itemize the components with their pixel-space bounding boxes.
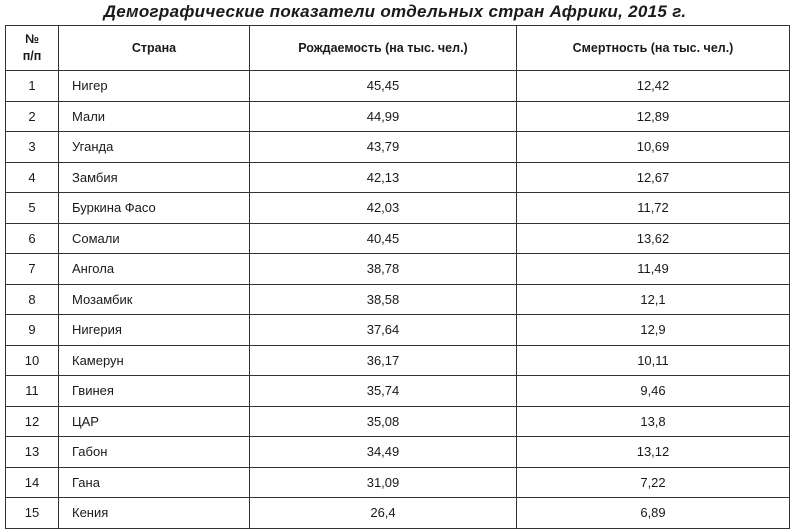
death-rate-cell: 12,1 [517,284,790,315]
header-birth-rate: Рождаемость (на тыс. чел.) [250,26,517,71]
header-number-symbol: № [25,32,39,46]
country-cell: Сомали [59,223,250,254]
birth-rate-cell: 26,4 [250,498,517,529]
table-body [6,71,790,529]
row-number-cell: 9 [6,315,59,346]
table-row [6,376,790,407]
death-rate-cell: 12,67 [517,162,790,193]
death-rate-cell: 10,69 [517,132,790,163]
demographics-table [5,25,790,529]
row-number-cell: 1 [6,71,59,102]
table-row [6,193,790,224]
country-cell: Уганда [59,132,250,163]
table-row [6,467,790,498]
country-cell: Мозамбик [59,284,250,315]
birth-rate-cell: 42,03 [250,193,517,224]
death-rate-cell: 11,49 [517,254,790,285]
table-row [6,284,790,315]
row-number-cell: 3 [6,132,59,163]
death-rate-cell: 11,72 [517,193,790,224]
country-cell: Камерун [59,345,250,376]
death-rate-cell: 10,11 [517,345,790,376]
death-rate-cell: 12,42 [517,71,790,102]
death-rate-cell: 13,62 [517,223,790,254]
header-number-abbrev: п/п [22,49,42,63]
birth-rate-cell: 44,99 [250,101,517,132]
table-row [6,254,790,285]
birth-rate-cell: 43,79 [250,132,517,163]
table-row [6,345,790,376]
birth-rate-cell: 40,45 [250,223,517,254]
row-number-cell: 7 [6,254,59,285]
row-number-cell: 12 [6,406,59,437]
birth-rate-cell: 35,74 [250,376,517,407]
birth-rate-cell: 34,49 [250,437,517,468]
header-country: Страна [59,26,250,71]
country-cell: Габон [59,437,250,468]
row-number-cell: 14 [6,467,59,498]
birth-rate-cell: 37,64 [250,315,517,346]
row-number-cell: 10 [6,345,59,376]
table-row [6,162,790,193]
table-row [6,406,790,437]
row-number-cell: 11 [6,376,59,407]
birth-rate-cell: 36,17 [250,345,517,376]
country-cell: Нигер [59,71,250,102]
row-number-cell: 5 [6,193,59,224]
country-cell: ЦАР [59,406,250,437]
death-rate-cell: 13,12 [517,437,790,468]
birth-rate-cell: 42,13 [250,162,517,193]
row-number-cell: 4 [6,162,59,193]
death-rate-cell: 12,9 [517,315,790,346]
birth-rate-cell: 38,58 [250,284,517,315]
country-cell: Нигерия [59,315,250,346]
table-row [6,315,790,346]
death-rate-cell: 13,8 [517,406,790,437]
row-number-cell: 6 [6,223,59,254]
row-number-cell: 13 [6,437,59,468]
table-row [6,71,790,102]
country-cell: Замбия [59,162,250,193]
birth-rate-cell: 35,08 [250,406,517,437]
header-number [6,26,59,71]
row-number-cell: 2 [6,101,59,132]
death-rate-cell: 7,22 [517,467,790,498]
table-row [6,437,790,468]
row-number-cell: 8 [6,284,59,315]
death-rate-cell: 6,89 [517,498,790,529]
country-cell: Гана [59,467,250,498]
country-cell: Гвинея [59,376,250,407]
country-cell: Кения [59,498,250,529]
header-death-rate: Смертность (на тыс. чел.) [517,26,790,71]
death-rate-cell: 12,89 [517,101,790,132]
birth-rate-cell: 45,45 [250,71,517,102]
table-header-row [6,26,790,71]
birth-rate-cell: 31,09 [250,467,517,498]
death-rate-cell: 9,46 [517,376,790,407]
country-cell: Ангола [59,254,250,285]
table-row [6,101,790,132]
table-row [6,223,790,254]
row-number-cell: 15 [6,498,59,529]
country-cell: Мали [59,101,250,132]
table-row [6,132,790,163]
country-cell: Буркина Фасо [59,193,250,224]
table-title: Демографические показатели отдельных стран Африки, 2015 г. [103,2,687,21]
birth-rate-cell: 38,78 [250,254,517,285]
table-row [6,498,790,529]
